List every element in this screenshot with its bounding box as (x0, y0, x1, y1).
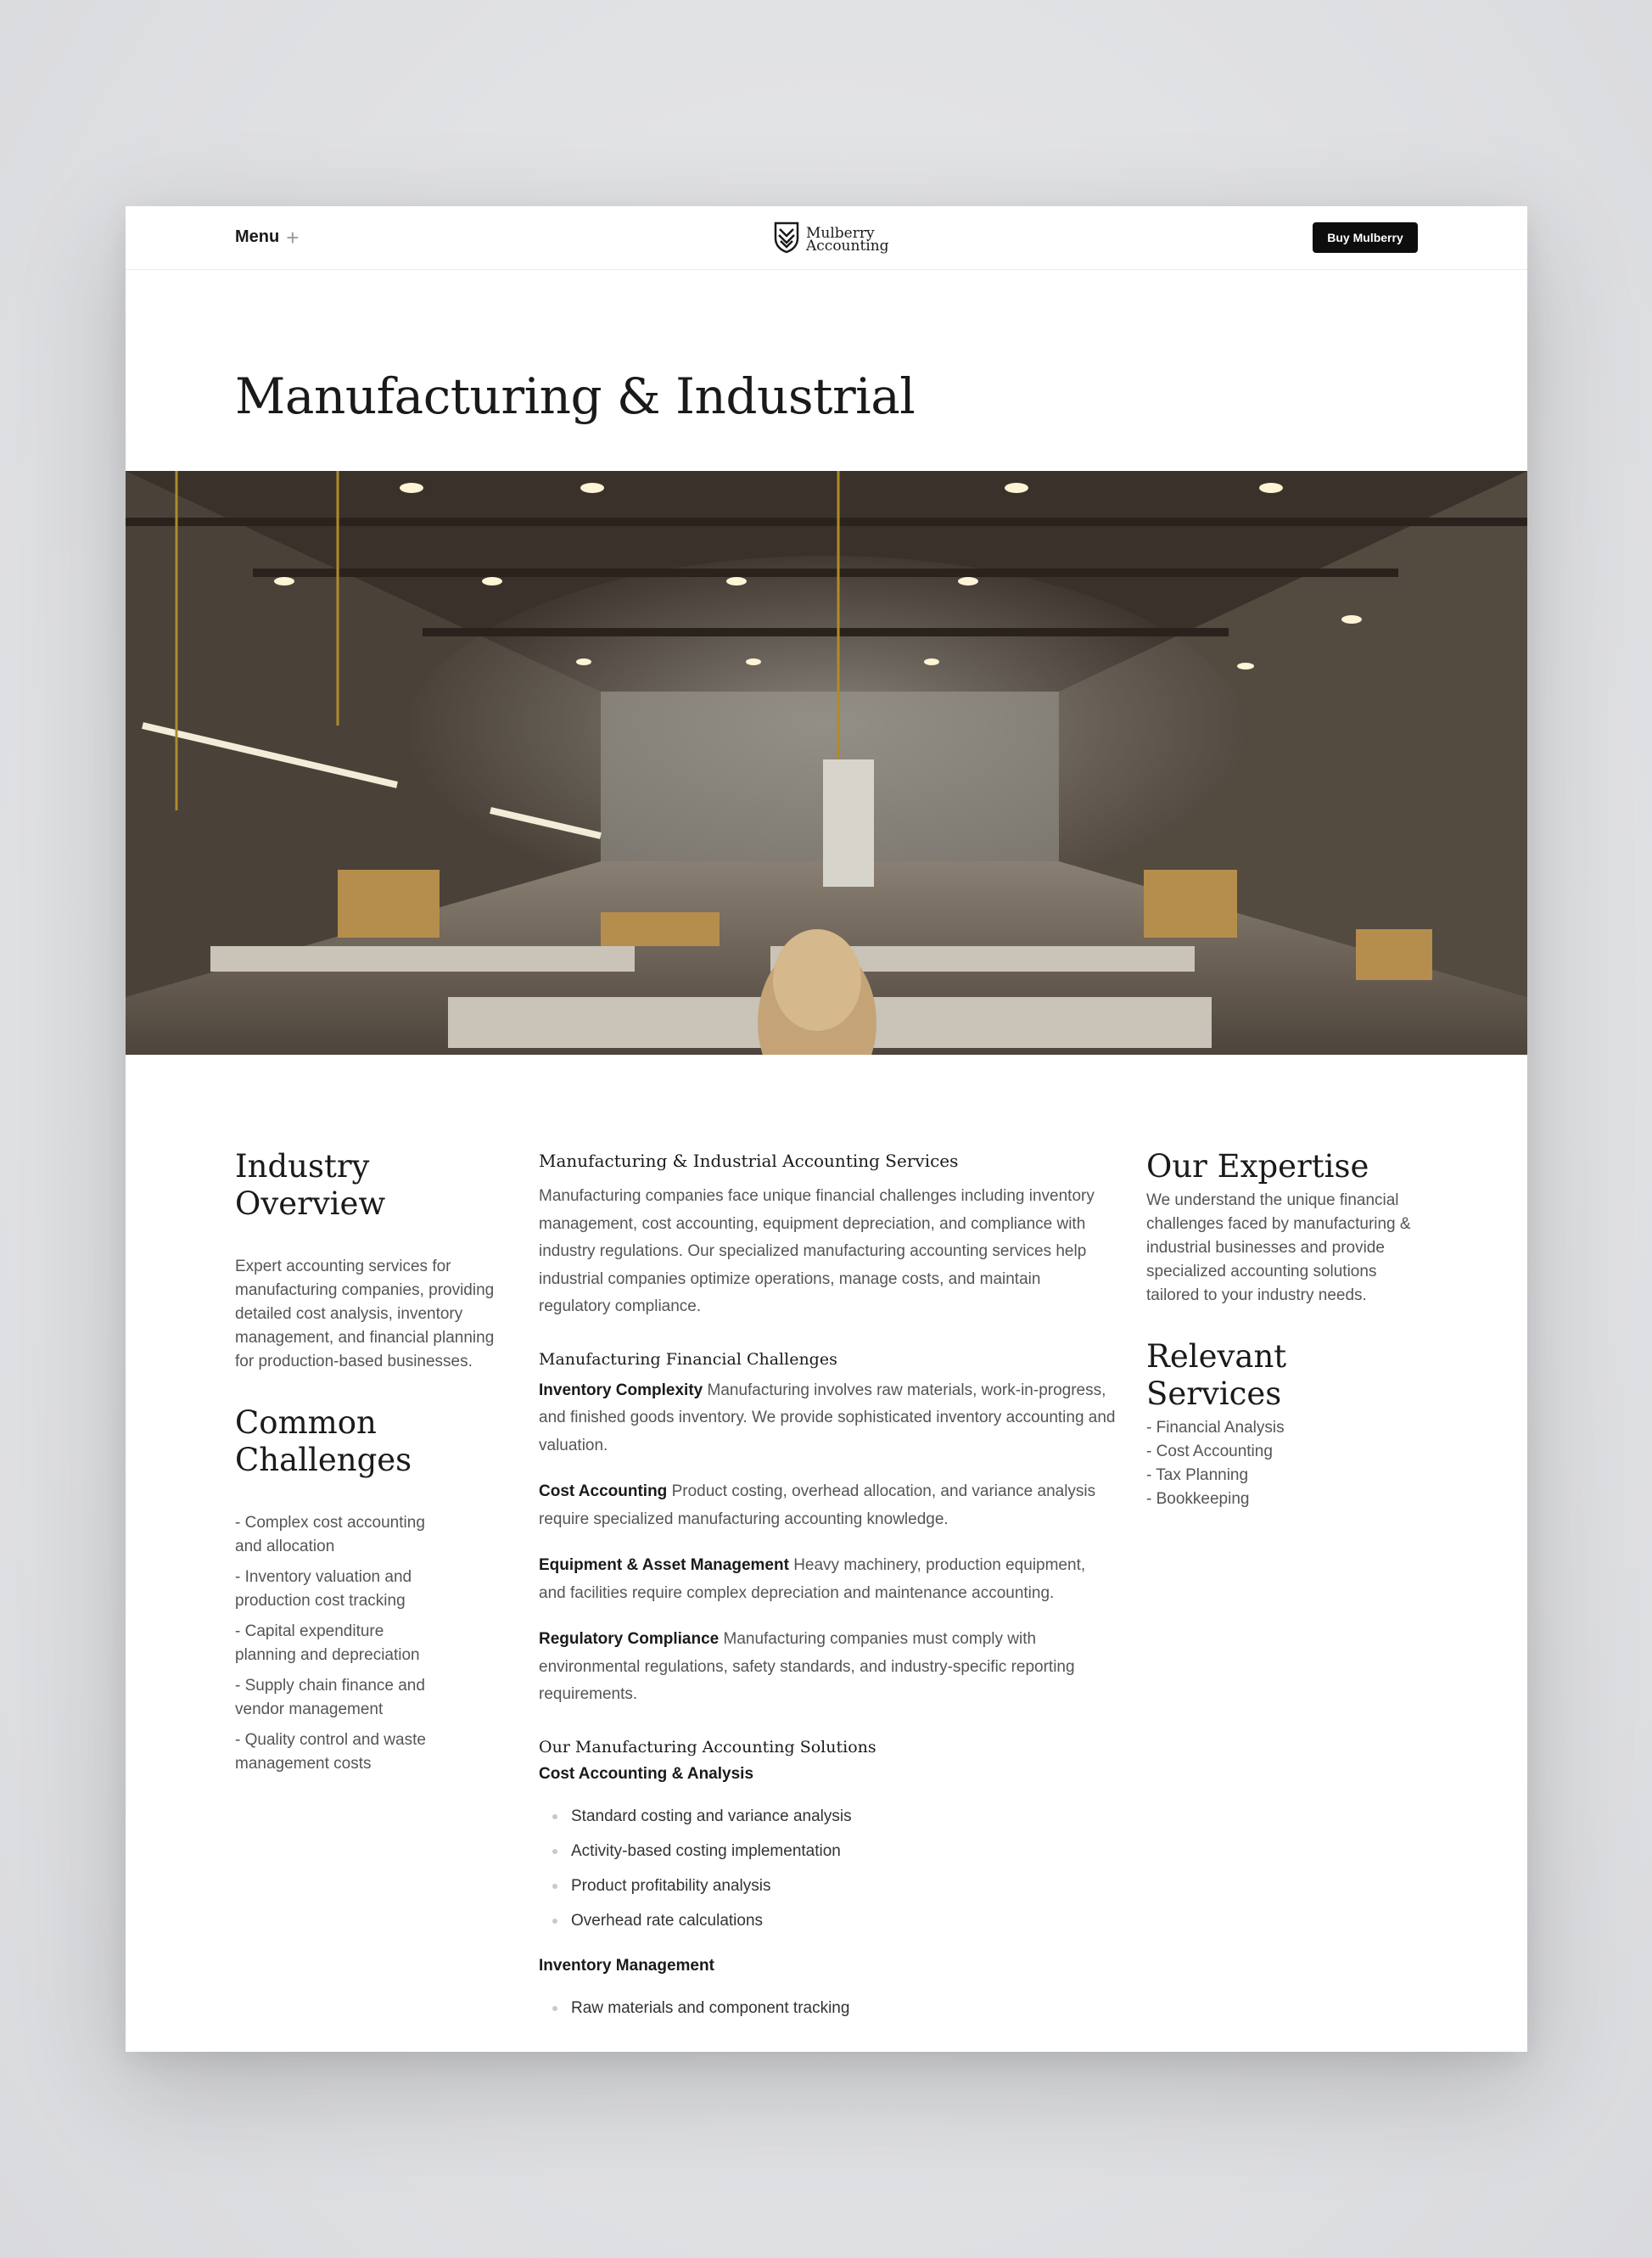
point-text: Heavy machinery, production equipment, and facilities require complex depreciation and maintenance accounting. (539, 1556, 1086, 1602)
site-header (126, 206, 1527, 270)
point-title: Inventory Complexity (539, 1381, 703, 1399)
main-column (539, 1151, 1116, 2044)
point-text: Manufacturing companies must comply with environmental regulations, safety standards, and industry-specific reporting requirements. (539, 1630, 1075, 1703)
hero-image (126, 471, 1527, 1055)
challenge-item: - Quality control and waste management costs (235, 1731, 426, 1773)
logo[interactable] (774, 221, 889, 258)
solutions-heading: Our Manufacturing Accounting Solutions (539, 1737, 876, 1757)
point-text: Manufacturing involves raw materials, work-in-progress, and finished goods inventory. We provide sophisticated inventory accounting and valuation. (539, 1381, 1116, 1454)
plus-icon: + (286, 224, 300, 250)
logo-line-2: Accounting (806, 237, 889, 255)
menu-label: Menu (235, 227, 280, 246)
menu-button[interactable] (235, 224, 300, 250)
solution-list (539, 1991, 1116, 2025)
challenge-item: - Complex cost accounting and allocation (235, 1514, 425, 1555)
challenge-point (539, 1552, 1116, 1607)
challenge-item: - Capital expenditure planning and depreciation (235, 1622, 420, 1664)
right-column (1146, 1148, 1426, 1511)
industry-overview-text: Expert accounting services for manufacturing companies, providing detailed cost analysis, inventory management, and financial planning for production-based businesses. (235, 1258, 495, 1370)
industry-overview-heading: Industry Overview (235, 1148, 386, 1222)
left-column (235, 1148, 507, 1783)
challenge-item: - Supply chain finance and vendor management (235, 1677, 425, 1718)
point-title: Equipment & Asset Management (539, 1556, 789, 1574)
service-item: - Tax Planning (1146, 1466, 1249, 1484)
factory-illustration (126, 471, 1527, 1055)
services-heading: Manufacturing & Industrial Accounting Services (539, 1151, 959, 1171)
point-title: Cost Accounting (539, 1482, 668, 1500)
list-item: Product profitability analysis (552, 1869, 1116, 1903)
point-title: Regulatory Compliance (539, 1630, 720, 1648)
solution-subheading: Cost Accounting & Analysis (539, 1764, 754, 1783)
list-item: Standard costing and variance analysis (552, 1799, 1116, 1834)
list-item: Activity-based costing implementation (552, 1834, 1116, 1869)
service-item: - Bookkeeping (1146, 1490, 1250, 1508)
financial-challenges-heading: Manufacturing Financial Challenges (539, 1349, 837, 1369)
service-item: - Financial Analysis (1146, 1419, 1285, 1437)
logo-line-1: Mulberry (806, 224, 875, 242)
list-item: Overhead rate calculations (552, 1903, 1116, 1938)
relevant-services-heading: Relevant Services (1146, 1338, 1287, 1412)
point-text: Product costing, overhead allocation, and variance analysis require specialized manufacturing accounting knowledge. (539, 1482, 1096, 1528)
intro-paragraph: Manufacturing companies face unique financial challenges including inventory management, cost accounting, equipment depreciation, and compliance with industry regulations. Our specialized manufacturing accounting services help industrial companies optimize operations, manage costs, and maintain regulatory compliance. (539, 1187, 1095, 1315)
solution-subheading: Inventory Management (539, 1956, 714, 1975)
page-frame (126, 206, 1527, 2052)
shield-logo-icon (774, 221, 799, 258)
challenge-point (539, 1626, 1116, 1709)
our-expertise-heading: Our Expertise (1146, 1148, 1369, 1185)
challenge-item: - Inventory valuation and production cost tracking (235, 1568, 412, 1610)
our-expertise-text: We understand the unique financial challenges faced by manufacturing & industrial businesses and provide specialized accounting solutions tailored to your industry needs. (1146, 1191, 1411, 1304)
page-title: Manufacturing & Industrial (235, 367, 916, 425)
service-item: - Cost Accounting (1146, 1443, 1273, 1460)
list-item: Raw materials and component tracking (552, 1991, 1116, 2025)
buy-button[interactable]: Buy Mulberry (1313, 222, 1418, 253)
common-challenges-heading: Common Challenges (235, 1404, 412, 1478)
solution-list (539, 1799, 1116, 1938)
logo-text (806, 224, 889, 255)
challenge-point (539, 1377, 1116, 1460)
challenge-point (539, 1478, 1116, 1533)
